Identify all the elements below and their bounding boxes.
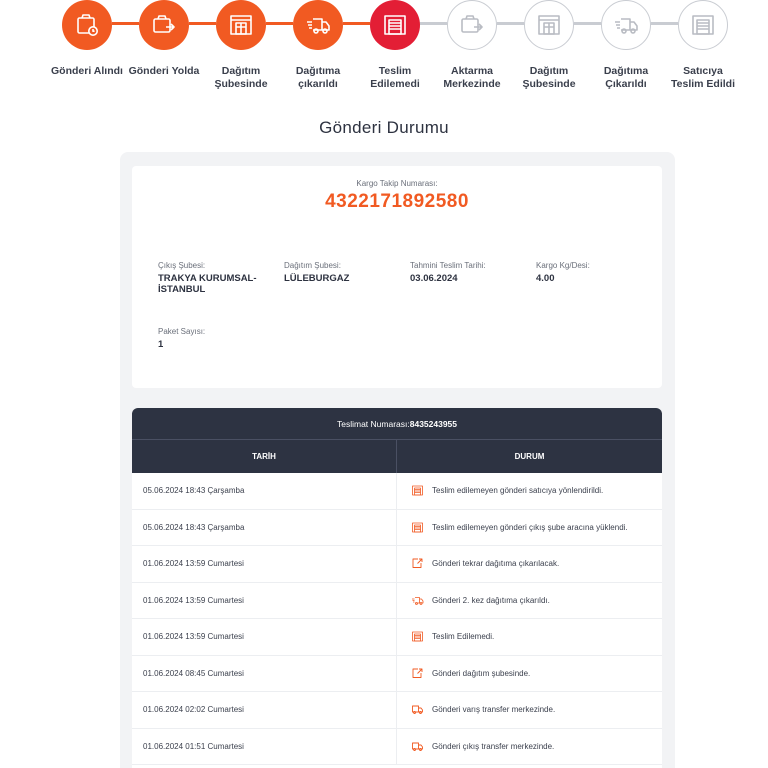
package-moving-icon	[447, 0, 497, 50]
row-status-text: Teslim Edilemedi.	[432, 632, 495, 642]
row-date: 01.06.2024 01:51 Cumartesi	[132, 729, 397, 765]
branch-store-icon	[216, 0, 266, 50]
row-date: 01.06.2024 13:59 Cumartesi	[132, 583, 397, 619]
shutter-icon	[678, 0, 728, 50]
row-status	[397, 692, 662, 728]
transfer-truck-icon	[410, 740, 425, 753]
page-title: Gönderi Durumu	[319, 118, 449, 137]
progress-step-label: Dağıtım Şubesinde	[522, 65, 576, 90]
progress-step-label: Dağıtıma Çıkarıldı	[603, 65, 649, 90]
shutter-icon	[370, 0, 420, 50]
row-status-text: Teslim edilemeyen gönderi çıkış şube aracına yüklendi.	[432, 522, 628, 532]
table-row	[132, 729, 662, 766]
table-header	[132, 440, 662, 473]
shutter-icon	[410, 484, 425, 497]
progress-step	[658, 0, 748, 91]
package-moving-icon	[139, 0, 189, 50]
tracking-label: Kargo Takip Numarası:	[356, 179, 438, 188]
delivery-number-label: Teslimat Numarası:	[336, 419, 410, 429]
estimated-delivery-value: 03.06.2024	[410, 273, 458, 284]
package-out-icon	[410, 557, 425, 570]
row-status-text: Gönderi 2. kez dağıtıma çıkarıldı.	[432, 595, 550, 605]
delivery-number: 8435243955	[409, 419, 458, 429]
table-row	[132, 619, 662, 656]
progress-step-label: Dağıtım Şubesinde	[214, 65, 268, 90]
table-row	[132, 692, 662, 729]
package-out-icon	[410, 667, 425, 680]
package-count-value: 1	[158, 339, 164, 350]
table-row	[132, 473, 662, 510]
row-date: 01.06.2024 13:59 Cumartesi	[132, 546, 397, 582]
cargo-weight-value: 4.00	[536, 273, 555, 284]
row-status	[397, 510, 662, 546]
status-column-header: DURUM	[514, 452, 545, 461]
progress-step-label: Gönderi Alındı	[51, 65, 123, 77]
row-date: 01.06.2024 08:45 Cumartesi	[132, 656, 397, 692]
row-status	[397, 546, 662, 582]
row-date: 01.06.2024 13:59 Cumartesi	[132, 619, 397, 655]
delivery-truck-icon	[410, 594, 425, 607]
transfer-truck-icon	[410, 703, 425, 716]
origin-branch-label: Çıkış Şubesi:	[158, 261, 206, 270]
row-status	[397, 729, 662, 765]
estimated-delivery	[410, 261, 525, 284]
destination-branch	[284, 261, 399, 284]
table-row	[132, 546, 662, 583]
row-date: 05.06.2024 18:43 Çarşamba	[132, 473, 397, 509]
table-row	[132, 583, 662, 620]
row-status-text: Gönderi tekrar dağıtıma çıkarılacak.	[432, 559, 560, 569]
progress-step-label: Teslim Edilemedi	[370, 65, 420, 90]
row-date: 05.06.2024 18:43 Çarşamba	[132, 510, 397, 546]
origin-branch	[158, 261, 273, 295]
origin-branch-value: TRAKYA KURUMSAL- İSTANBUL	[158, 273, 257, 295]
row-status	[397, 473, 662, 509]
tracking-history-table	[132, 408, 662, 768]
package-clock-icon	[62, 0, 112, 50]
row-status-text: Gönderi çıkış transfer merkezinde.	[432, 741, 555, 751]
row-status-text: Teslim edilemeyen gönderi satıcıya yönlendirildi.	[432, 486, 604, 496]
package-count-label: Paket Sayısı:	[158, 327, 206, 336]
row-status	[397, 619, 662, 655]
table-body	[132, 473, 662, 765]
package-count	[158, 327, 273, 350]
shipment-info-card	[132, 166, 662, 388]
progress-step-label: Aktarma Merkezinde	[443, 65, 501, 90]
date-column-header: TARİH	[132, 440, 397, 473]
estimated-delivery-label: Tahmini Teslim Tarihi:	[410, 261, 486, 270]
row-status-text: Gönderi varış transfer merkezinde.	[432, 705, 556, 715]
cargo-weight-label: Kargo Kg/Desi:	[536, 261, 590, 270]
progress-step-label: Satıcıya Teslim Edildi	[671, 65, 735, 90]
destination-branch-label: Dağıtım Şubesi:	[284, 261, 341, 270]
shipment-progress	[0, 0, 768, 100]
delivery-number-caption	[132, 408, 662, 440]
progress-step-label: Dağıtıma çıkarıldı	[295, 65, 341, 90]
branch-store-icon	[524, 0, 574, 50]
progress-step-label: Gönderi Yolda	[128, 65, 200, 77]
delivery-truck-icon	[601, 0, 651, 50]
row-status-text: Gönderi dağıtım şubesinde.	[432, 668, 531, 678]
row-date: 01.06.2024 02:02 Cumartesi	[132, 692, 397, 728]
table-row	[132, 510, 662, 547]
shutter-icon	[410, 630, 425, 643]
delivery-truck-icon	[293, 0, 343, 50]
tracking-number: 4322171892580	[325, 191, 469, 212]
destination-branch-value: LÜLEBURGAZ	[284, 273, 350, 284]
cargo-weight	[536, 261, 651, 284]
table-row	[132, 656, 662, 693]
row-status	[397, 656, 662, 692]
row-status	[397, 583, 662, 619]
shutter-icon	[410, 521, 425, 534]
